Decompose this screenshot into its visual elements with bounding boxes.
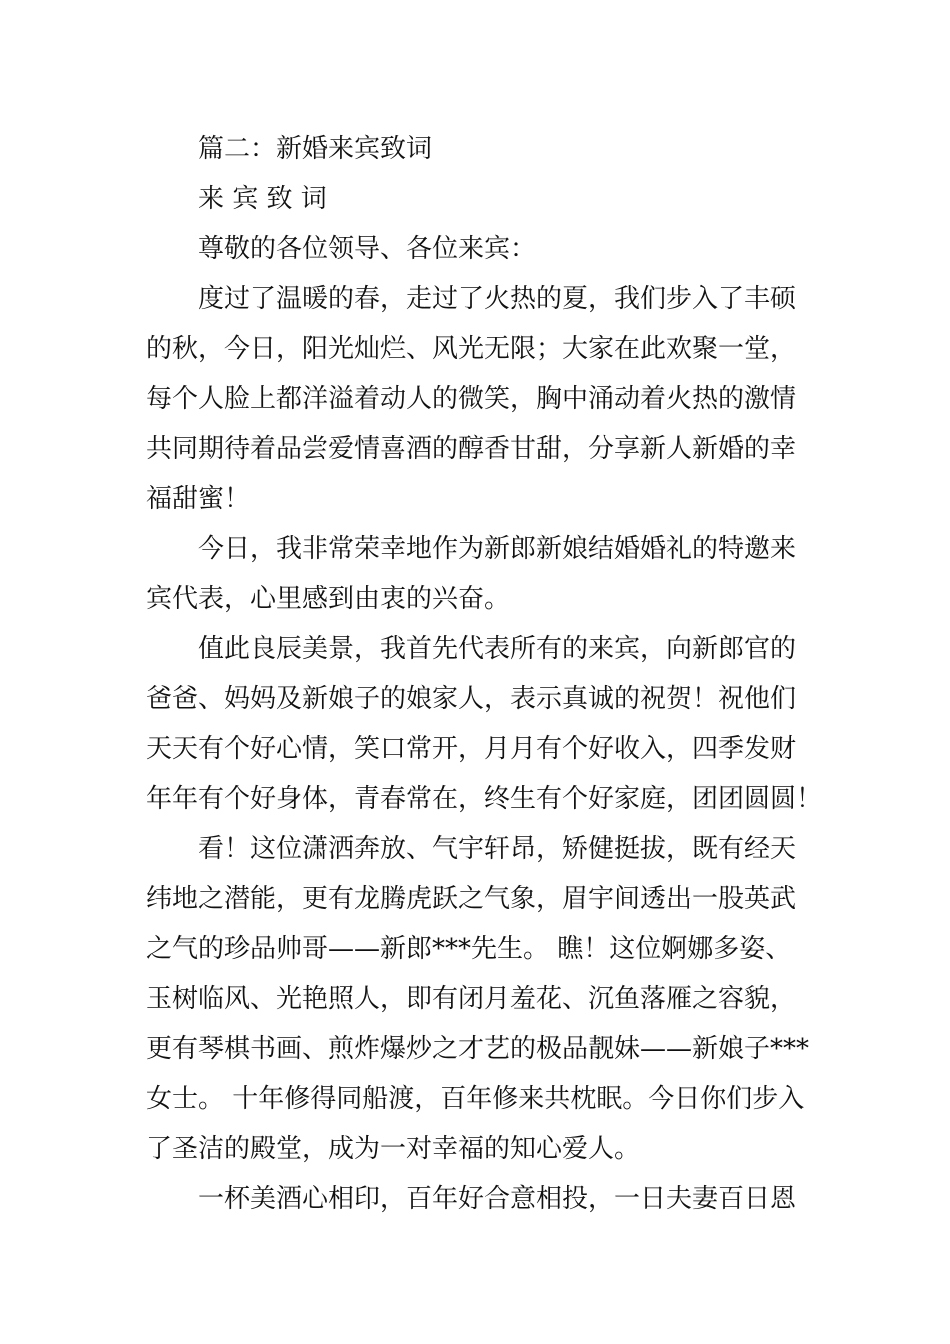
paragraph-line: 宾代表，心里感到由衷的兴奋。: [146, 584, 511, 614]
paragraph-line: 更有琴棋书画、煎炸爆炒之才艺的极品靓妹——新娘子***: [146, 1034, 810, 1064]
paragraph-line: 天天有个好心情，笑口常开，月月有个好收入，四季发财: [146, 734, 797, 764]
paragraph-line: 今日，我非常荣幸地作为新郎新娘结婚婚礼的特邀来: [198, 534, 797, 564]
document-body: [146, 124, 823, 1224]
speech-title: 来 宾 致 词: [198, 184, 327, 214]
paragraph-line: 的秋，今日，阳光灿烂、风光无限；大家在此欢聚一堂，: [146, 334, 797, 364]
paragraph-line: 看！这位潇洒奔放、气宇轩昂，矫健挺拔，既有经天: [198, 834, 797, 864]
paragraph-line: 女士。 十年修得同船渡，百年修来共枕眠。今日你们步入: [146, 1084, 805, 1114]
paragraph-line: 一杯美酒心相印，百年好合意相投，一日夫妻百日恩: [198, 1184, 797, 1214]
paragraph-line: 爸爸、妈妈及新娘子的娘家人，表示真诚的祝贺！祝他们: [146, 684, 797, 714]
salutation: 尊敬的各位领导、各位来宾：: [198, 234, 537, 264]
paragraph-line: 了圣洁的殿堂，成为一对幸福的知心爱人。: [146, 1134, 641, 1164]
paragraph-line: 共同期待着品尝爱情喜酒的醇香甘甜，分享新人新婚的幸: [146, 434, 797, 464]
paragraph-line: 之气的珍品帅哥——新郎***先生。 瞧！这位婀娜多姿、: [146, 934, 792, 964]
section-title: 篇二：新婚来宾致词: [198, 134, 433, 164]
paragraph-line: 玉树临风、光艳照人，即有闭月羞花、沉鱼落雁之容貌，: [146, 984, 797, 1014]
paragraph-line: 每个人脸上都洋溢着动人的微笑，胸中涌动着火热的激情: [146, 384, 797, 414]
paragraph-line: 值此良辰美景，我首先代表所有的来宾，向新郎官的: [198, 634, 797, 664]
paragraph-line: 福甜蜜！: [146, 484, 251, 514]
paragraph-line: 纬地之潜能，更有龙腾虎跃之气象，眉宇间透出一股英武: [146, 884, 797, 914]
paragraph-line: 度过了温暖的春，走过了火热的夏，我们步入了丰硕: [198, 284, 797, 314]
paragraph-line: 年年有个好身体，青春常在，终生有个好家庭，团团圆圆！: [146, 784, 823, 814]
